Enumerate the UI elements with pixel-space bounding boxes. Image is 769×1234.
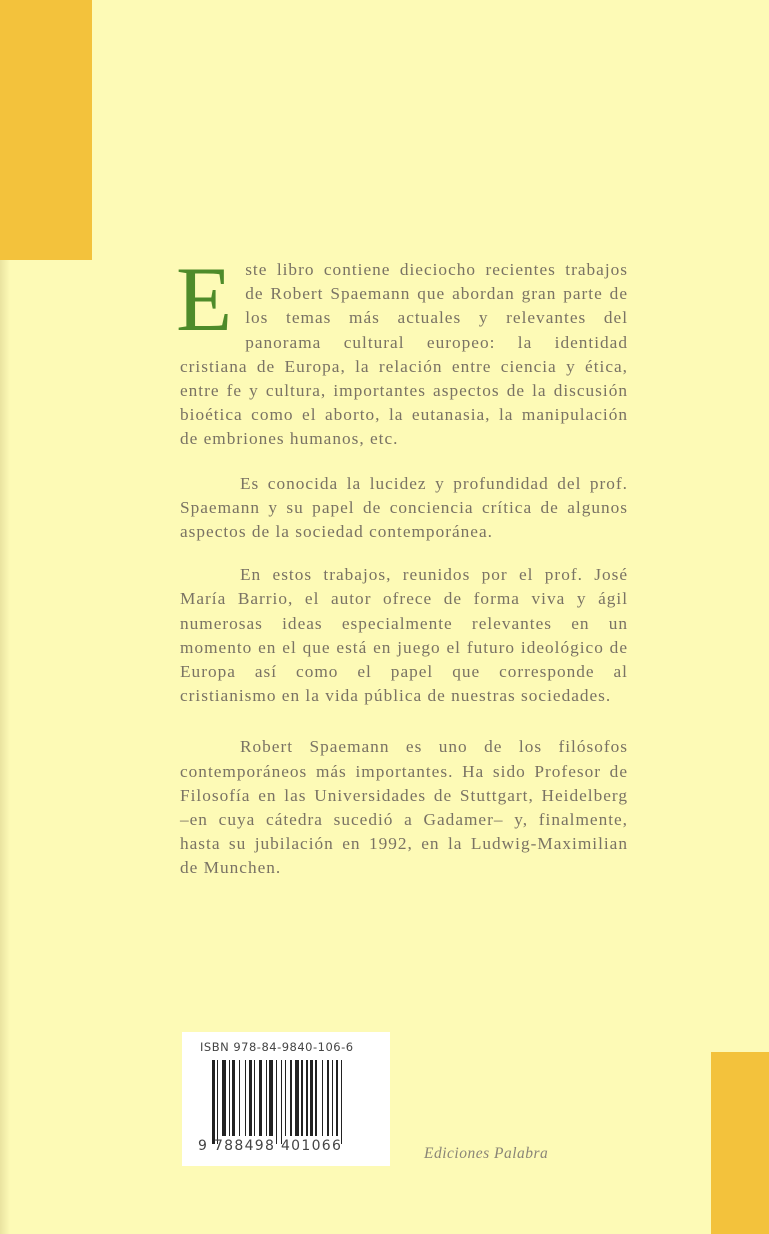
- barcode-bar: [295, 1060, 299, 1136]
- accent-bar-top: [0, 0, 92, 260]
- barcode-bar: [306, 1060, 307, 1136]
- barcode-bar: [266, 1060, 267, 1136]
- barcode-bar: [276, 1060, 277, 1144]
- paragraph-1-text: ste libro contiene dieciocho recientes trabajos de Robert Spaemann que abordan gran parte de los temas más actuales y relevantes del panorama cultural europeo: la identidad cristiana de Europa, la relación entre ciencia y ética, entre fe y cultura, importantes aspectos de la discusión bioética como el aborto, la eutanasia, la manipulación de embriones humanos, etc.: [180, 260, 628, 449]
- barcode: [182, 1032, 390, 1166]
- barcode-bar: [254, 1060, 255, 1136]
- accent-bar-bottom: [711, 1052, 769, 1234]
- isbn-label: ISBN 978-84-9840-106-6: [200, 1040, 354, 1054]
- barcode-bar: [327, 1060, 330, 1136]
- barcode-bar: [259, 1060, 262, 1136]
- barcode-bar: [281, 1060, 282, 1144]
- barcode-bar: [249, 1060, 252, 1136]
- barcode-bar: [336, 1060, 339, 1136]
- barcode-bar: [332, 1060, 333, 1136]
- barcode-bar: [217, 1060, 218, 1144]
- barcode-bar: [229, 1060, 230, 1136]
- barcode-bar: [341, 1060, 342, 1144]
- barcode-bar: [239, 1060, 240, 1136]
- blurb-paragraph-1: [176, 248, 628, 452]
- barcode-bar: [222, 1060, 226, 1136]
- blurb-paragraph-2: Es conocida la lucidez y profundidad del prof. Spaemann y su papel de conciencia crítica de algunos aspectos de la sociedad contemporánea.: [180, 473, 628, 542]
- barcode-digits: 9 788498 401066: [198, 1138, 343, 1154]
- barcode-bar: [310, 1060, 313, 1136]
- author-bio-paragraph: Robert Spaemann es uno de los filósofos contemporáneos más importantes. Ha sido Profesor de Filosofía en las Universidades de Stuttgart, Heidelberg –en cuya cátedra sucedió a Gadamer– y, finalmente, hasta su jubilación en 1992, en la Ludwig-Maximilian de Munchen.: [180, 737, 628, 878]
- barcode-bar: [315, 1060, 316, 1136]
- blurb: [176, 248, 628, 881]
- barcode-bar: [232, 1060, 235, 1136]
- blurb-paragraph-3: En estos trabajos, reunidos por el prof. José María Barrio, el autor ofrece de forma viva y ágil numerosas ideas especialmente relevantes en un momento en el que está en juego el futuro ideológico de Europa así como el papel que corresponde al cristianismo en la vida pública de nuestras sociedades.: [180, 565, 628, 706]
- barcode-bar: [212, 1060, 215, 1144]
- barcode-bar: [322, 1060, 323, 1136]
- barcode-bar: [245, 1060, 246, 1136]
- barcode-bar: [301, 1060, 302, 1136]
- drop-cap: E: [176, 248, 234, 350]
- barcode-bar: [290, 1060, 293, 1136]
- barcode-bar: [285, 1060, 286, 1136]
- publisher-name: Ediciones Palabra: [424, 1145, 549, 1162]
- barcode-bar: [269, 1060, 273, 1136]
